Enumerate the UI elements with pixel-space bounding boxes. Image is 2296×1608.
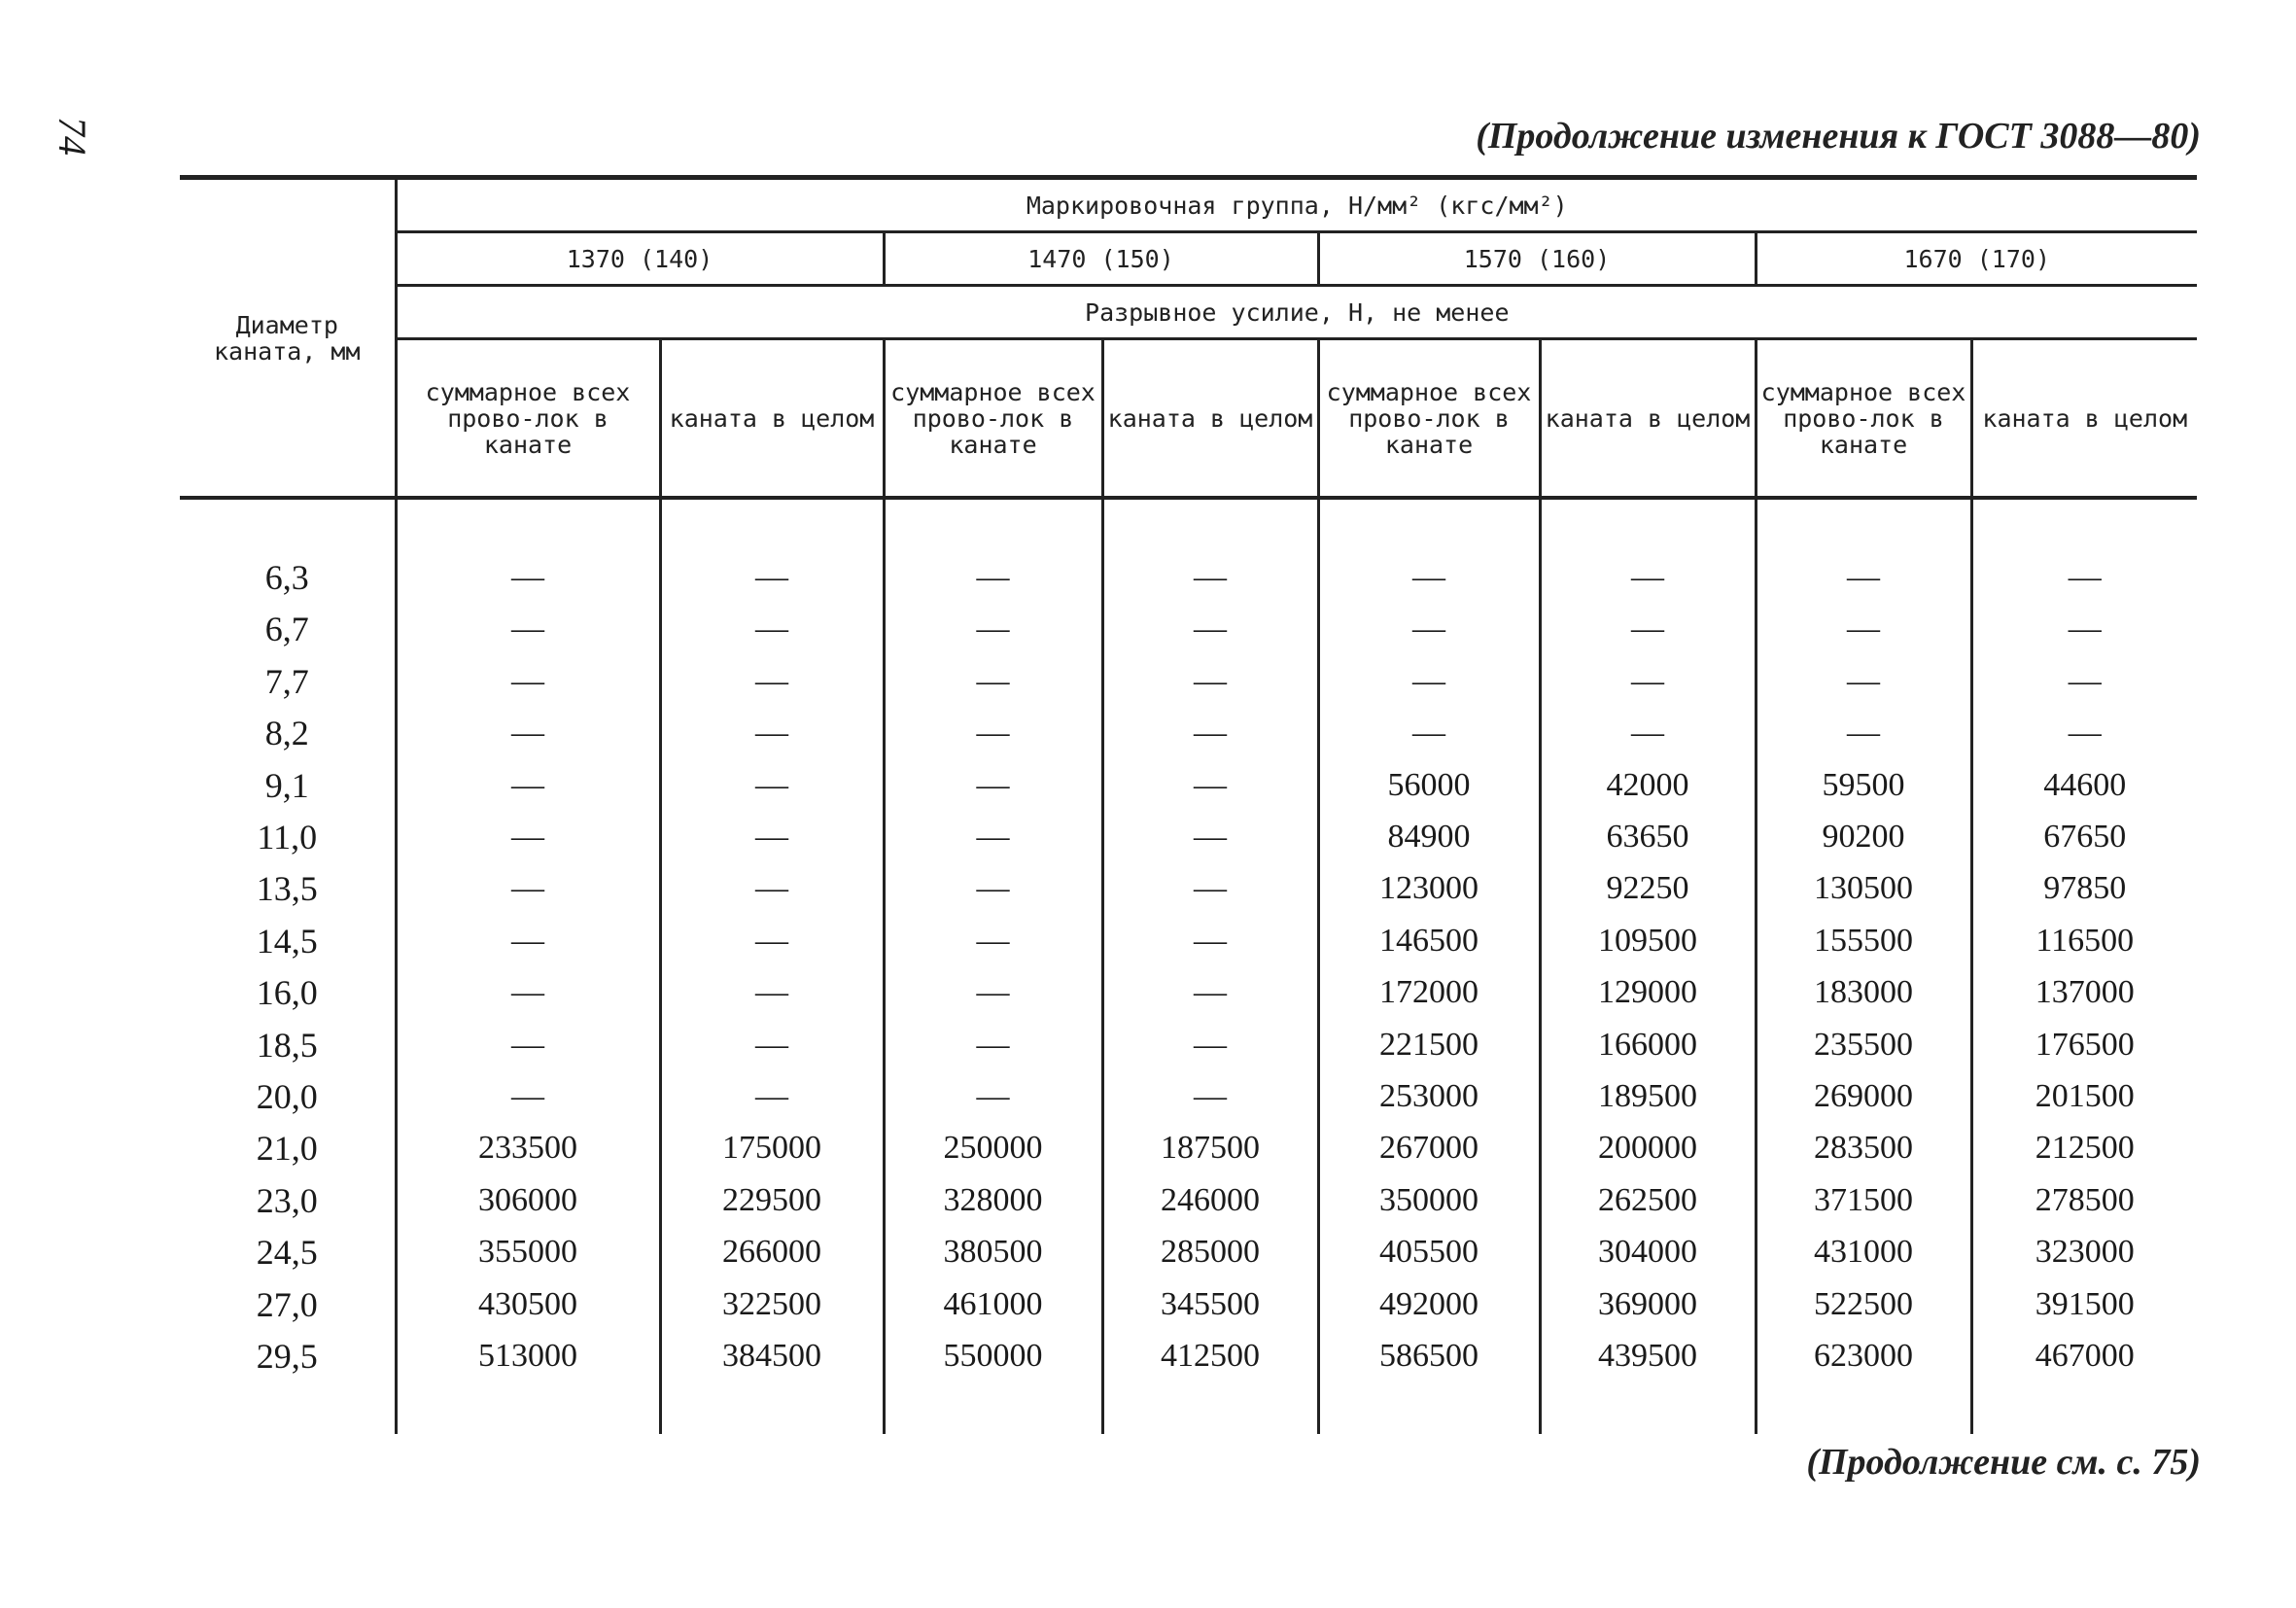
value-cell: 200000 (1540, 1123, 1756, 1174)
value-cell: — (884, 811, 1102, 862)
value-cell: — (884, 863, 1102, 915)
value-cell: 189500 (1540, 1070, 1756, 1122)
table-row (180, 759, 2197, 811)
value-cell: — (660, 655, 884, 707)
value-cell: — (396, 759, 660, 811)
table-row (180, 1123, 2197, 1174)
page-number: 74 (51, 117, 94, 156)
value-cell: — (884, 759, 1102, 811)
marking-group-4: 1670 (170) (1756, 232, 2197, 286)
table-row (180, 1019, 2197, 1070)
value-cell: 253000 (1318, 1070, 1540, 1122)
value-cell: — (884, 1070, 1102, 1122)
total-wires-header: суммарное всех прово-лок в канате (1318, 339, 1540, 499)
diameter-cell: 20,0 (180, 1070, 396, 1122)
table-row (180, 1278, 2197, 1330)
value-cell: — (1318, 604, 1540, 655)
value-cell: — (1102, 551, 1318, 603)
value-cell: 235500 (1756, 1019, 1971, 1070)
value-cell: — (1102, 967, 1318, 1019)
value-cell: — (1102, 915, 1318, 966)
diameter-cell: 6,7 (180, 604, 396, 655)
value-cell: — (884, 604, 1102, 655)
value-cell: 155500 (1756, 915, 1971, 966)
value-cell: 430500 (396, 1278, 660, 1330)
value-cell: 262500 (1540, 1174, 1756, 1226)
continuation-header: (Продолжение изменения к ГОСТ 3088—80) (1476, 116, 2201, 157)
value-cell: — (660, 811, 884, 862)
marking-group-2: 1470 (150) (884, 232, 1318, 286)
value-cell: 44600 (2043, 766, 2127, 803)
value-cell: 278500 (2035, 1181, 2135, 1218)
total-wires-header: суммарное всех прово-лок в канате (884, 339, 1102, 499)
value-cell: 84900 (1318, 811, 1540, 862)
value-cell: — (1540, 655, 1756, 707)
value-cell: 129000 (1540, 967, 1756, 1019)
value-cell: 201500 (2035, 1077, 2135, 1114)
value-cell: 246000 (1102, 1174, 1318, 1226)
value-cell: 221500 (1318, 1019, 1540, 1070)
value-cell: — (660, 1070, 884, 1122)
table-row (180, 811, 2197, 862)
whole-rope-header: каната в целом (1540, 339, 1756, 499)
value-cell: — (396, 967, 660, 1019)
value-cell: — (660, 604, 884, 655)
value-cell: — (1318, 551, 1540, 603)
diameter-cell: 7,7 (180, 655, 396, 707)
table-row (180, 863, 2197, 915)
value-cell: — (660, 915, 884, 966)
table-row (180, 604, 2197, 655)
table-row (180, 655, 2197, 707)
value-cell: — (2068, 611, 2102, 647)
table-row (180, 708, 2197, 759)
value-cell: 371500 (1756, 1174, 1971, 1226)
value-cell: 391500 (2035, 1285, 2135, 1322)
value-cell: 492000 (1318, 1278, 1540, 1330)
value-cell: 59500 (1756, 759, 1971, 811)
value-cell: 380500 (884, 1226, 1102, 1277)
value-cell: — (1540, 551, 1756, 603)
table-row (180, 1070, 2197, 1122)
value-cell: 461000 (884, 1278, 1102, 1330)
spacer-cell (396, 1382, 660, 1434)
value-cell: — (1102, 604, 1318, 655)
value-cell: 412500 (1102, 1330, 1318, 1381)
value-cell: — (396, 708, 660, 759)
total-wires-header: суммарное всех прово-лок в канате (1756, 339, 1971, 499)
continuation-footer: (Продолжение см. с. 75) (1806, 1442, 2201, 1483)
value-cell: 176500 (2035, 1026, 2135, 1063)
value-cell: — (1102, 863, 1318, 915)
value-cell: 67650 (2043, 819, 2127, 856)
value-cell: — (1756, 551, 1971, 603)
spacer-cell (1540, 498, 1756, 551)
total-wires-header: суммарное всех прово-лок в канате (396, 339, 660, 499)
value-cell: — (660, 759, 884, 811)
value-cell: — (884, 655, 1102, 707)
value-cell: — (1318, 655, 1540, 707)
value-cell: 229500 (660, 1174, 884, 1226)
table-row (180, 1226, 2197, 1277)
value-cell: 285000 (1102, 1226, 1318, 1277)
value-cell: — (1756, 604, 1971, 655)
value-cell: 304000 (1540, 1226, 1756, 1277)
value-cell: 384500 (660, 1330, 884, 1381)
value-cell: 250000 (884, 1123, 1102, 1174)
value-cell: — (884, 1019, 1102, 1070)
value-cell: — (1756, 708, 1971, 759)
value-cell: 623000 (1756, 1330, 1971, 1381)
value-cell: 350000 (1318, 1174, 1540, 1226)
value-cell: — (396, 1070, 660, 1122)
spacer-cell (396, 498, 660, 551)
whole-rope-header: каната в целом (1102, 339, 1318, 499)
diameter-cell: 8,2 (180, 708, 396, 759)
value-cell: — (660, 863, 884, 915)
value-cell: 137000 (2035, 974, 2135, 1011)
value-cell: 97850 (2043, 870, 2127, 907)
value-cell: 233500 (396, 1123, 660, 1174)
spacer-cell (1756, 1382, 1971, 1434)
value-cell: 439500 (1540, 1330, 1756, 1381)
value-cell: — (1102, 759, 1318, 811)
value-cell: — (1102, 708, 1318, 759)
table-row (180, 1330, 2197, 1381)
table-row (180, 551, 2197, 603)
value-cell: 522500 (1756, 1278, 1971, 1330)
diameter-cell: 11,0 (180, 811, 396, 862)
table-row (180, 967, 2197, 1019)
spacer-cell (660, 1382, 884, 1434)
value-cell: 513000 (396, 1330, 660, 1381)
value-cell: 130500 (1756, 863, 1971, 915)
value-cell: — (884, 551, 1102, 603)
diameter-cell: 27,0 (180, 1278, 396, 1330)
diameter-cell: 23,0 (180, 1174, 396, 1226)
value-cell: 175000 (660, 1123, 884, 1174)
value-cell: 109500 (1540, 915, 1756, 966)
value-cell: 212500 (2035, 1130, 2135, 1167)
value-cell: 269000 (1756, 1070, 1971, 1122)
value-cell: 328000 (884, 1174, 1102, 1226)
value-cell: 92250 (1540, 863, 1756, 915)
value-cell: — (1540, 604, 1756, 655)
value-cell: 467000 (2035, 1337, 2135, 1374)
value-cell: — (884, 915, 1102, 966)
value-cell: — (660, 551, 884, 603)
diameter-cell: 16,0 (180, 967, 396, 1019)
value-cell: 266000 (660, 1226, 884, 1277)
spacer-cell (1318, 498, 1540, 551)
value-cell: 267000 (1318, 1123, 1540, 1174)
spacer-cell (180, 1382, 396, 1434)
value-cell: 90200 (1756, 811, 1971, 862)
value-cell: 355000 (396, 1226, 660, 1277)
spacer-cell (1102, 1382, 1318, 1434)
value-cell: — (396, 1019, 660, 1070)
value-cell: — (660, 967, 884, 1019)
diameter-cell: 21,0 (180, 1123, 396, 1174)
value-cell: 369000 (1540, 1278, 1756, 1330)
spacer-cell (1318, 1382, 1540, 1434)
marking-group-1: 1370 (140) (396, 232, 884, 286)
spacer-cell (180, 498, 396, 551)
whole-rope-header: каната в целом (1971, 339, 2197, 499)
value-cell: — (884, 708, 1102, 759)
value-cell: — (396, 551, 660, 603)
diameter-cell: 29,5 (180, 1330, 396, 1381)
table-row (180, 915, 2197, 966)
value-cell: 306000 (396, 1174, 660, 1226)
value-cell: — (396, 655, 660, 707)
value-cell: 323000 (2035, 1234, 2135, 1271)
value-cell: 123000 (1318, 863, 1540, 915)
value-cell: 42000 (1540, 759, 1756, 811)
spacer-cell (884, 498, 1102, 551)
diameter-cell: 6,3 (180, 551, 396, 603)
breaking-force-table-container (180, 175, 2197, 1434)
value-cell: 431000 (1756, 1226, 1971, 1277)
spacer-cell (1971, 1382, 2197, 1434)
value-cell: — (660, 1019, 884, 1070)
spacer-cell (1540, 1382, 1756, 1434)
value-cell: 63650 (1540, 811, 1756, 862)
value-cell: 166000 (1540, 1019, 1756, 1070)
spacer-cell (884, 1382, 1102, 1434)
breaking-force-header: Разрывное усилие, Н, не менее (396, 286, 2197, 339)
breaking-force-table (180, 175, 2197, 1434)
value-cell: 345500 (1102, 1278, 1318, 1330)
value-cell: — (884, 967, 1102, 1019)
value-cell: 550000 (884, 1330, 1102, 1381)
value-cell: — (660, 708, 884, 759)
value-cell: 586500 (1318, 1330, 1540, 1381)
value-cell: — (396, 811, 660, 862)
value-cell: 405500 (1318, 1226, 1540, 1277)
whole-rope-header: каната в целом (660, 339, 884, 499)
value-cell: — (2068, 715, 2102, 752)
value-cell: 172000 (1318, 967, 1540, 1019)
diameter-header: Диаметр каната, мм (180, 178, 396, 499)
value-cell: 183000 (1756, 967, 1971, 1019)
value-cell: — (2068, 662, 2102, 699)
value-cell: — (1318, 708, 1540, 759)
diameter-cell: 13,5 (180, 863, 396, 915)
value-cell: — (1756, 655, 1971, 707)
value-cell: — (1102, 655, 1318, 707)
value-cell: 56000 (1318, 759, 1540, 811)
value-cell: — (1540, 708, 1756, 759)
spacer-cell (1756, 498, 1971, 551)
value-cell: — (1102, 811, 1318, 862)
marking-group-3: 1570 (160) (1318, 232, 1756, 286)
value-cell: — (396, 604, 660, 655)
table-row (180, 1174, 2197, 1226)
value-cell: 322500 (660, 1278, 884, 1330)
spacer-cell (1102, 498, 1318, 551)
value-cell: 146500 (1318, 915, 1540, 966)
value-cell: 283500 (1756, 1123, 1971, 1174)
spacer-cell (1971, 498, 2197, 551)
diameter-cell: 9,1 (180, 759, 396, 811)
diameter-cell: 24,5 (180, 1226, 396, 1277)
value-cell: — (396, 915, 660, 966)
value-cell: — (1102, 1019, 1318, 1070)
value-cell: — (396, 863, 660, 915)
value-cell: 187500 (1102, 1123, 1318, 1174)
marking-group-header: Маркировочная группа, Н/мм² (кгс/мм²) (396, 178, 2197, 232)
diameter-cell: 14,5 (180, 915, 396, 966)
value-cell: — (1102, 1070, 1318, 1122)
value-cell: 116500 (2035, 922, 2135, 959)
spacer-cell (660, 498, 884, 551)
value-cell: — (2068, 559, 2102, 596)
diameter-cell: 18,5 (180, 1019, 396, 1070)
